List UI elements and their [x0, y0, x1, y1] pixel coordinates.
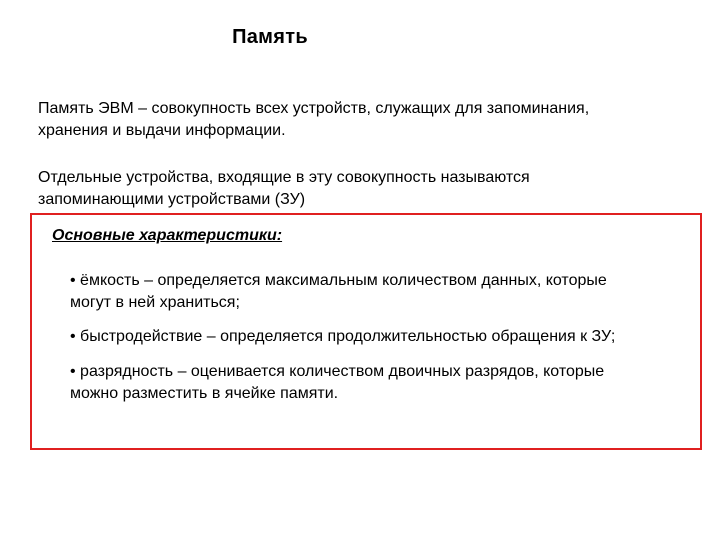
list-item-speed-line-1: • быстродействие – определяется продолжительностью обращения к ЗУ;	[70, 328, 616, 345]
slide-title: Память	[232, 26, 308, 48]
list-item-capacity	[70, 270, 690, 314]
storage-devices-line-1: Отдельные устройства, входящие в эту совокупность называются	[38, 169, 530, 186]
definition-line-2: хранения и выдачи информации.	[38, 122, 286, 139]
list-item-capacity-line-1: • ёмкость – определяется максимальным количеством данных, которые	[70, 272, 607, 289]
definition-paragraph	[38, 98, 688, 142]
list-item-bit-width-line-1: • разрядность – оценивается количеством двоичных разрядов, которые	[70, 363, 605, 380]
list-item-bit-width	[70, 361, 690, 405]
list-item-capacity-line-2: могут в ней храниться;	[70, 294, 240, 311]
storage-devices-paragraph	[38, 167, 688, 211]
list-item-speed	[70, 326, 690, 348]
characteristics-heading: Основные характеристики:	[52, 227, 283, 244]
definition-line-1: Память ЭВМ – совокупность всех устройств, служащих для запоминания,	[38, 100, 590, 117]
storage-devices-line-2: запоминающими устройствами (ЗУ)	[38, 191, 306, 208]
list-item-bit-width-line-2: можно разместить в ячейке памяти.	[70, 385, 339, 402]
characteristics-box	[30, 213, 702, 450]
